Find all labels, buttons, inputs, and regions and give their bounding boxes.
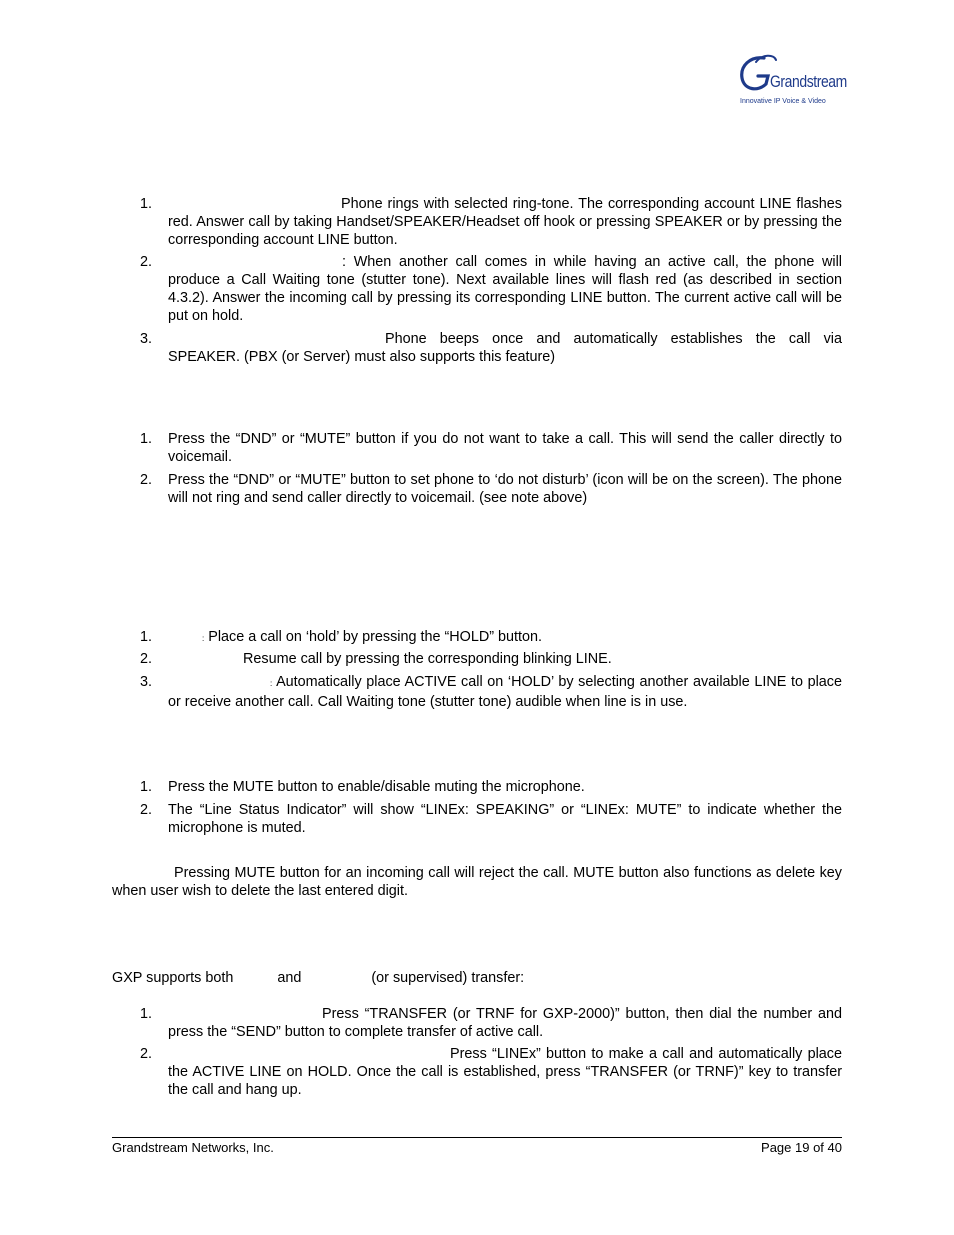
list-number: 2.	[140, 802, 153, 818]
list-number: 1.	[140, 629, 153, 645]
list-number: 1.	[140, 1006, 153, 1022]
footer-page-number: Page 19 of 40	[761, 1140, 842, 1155]
list-number: 1.	[140, 779, 153, 795]
list-number: 1.	[140, 431, 153, 447]
transfer-intro-c: (or supervised) transfer:	[371, 970, 525, 986]
mute-note: Pressing MUTE button for an incoming call will reject the call. MUTE button also functions as delete key when user wish to delete the last entered digit.	[112, 865, 842, 899]
item-colon: :	[202, 634, 205, 643]
list-item	[168, 253, 842, 325]
list-item	[168, 628, 842, 648]
transfer-intro-a: GXP supports both	[112, 970, 234, 986]
footer-divider	[112, 1137, 842, 1138]
list-item: Phone beeps once and automatically establishes the call via SPEAKER. (PBX (or Server) must also supports this feature)	[168, 331, 842, 365]
transfer-intro	[112, 969, 524, 987]
grandstream-logo	[736, 50, 847, 112]
list-item: The “Line Status Indicator” will show “LINEx: SPEAKING” or “LINEx: MUTE” to indicate whether the microphone is muted.	[168, 802, 842, 836]
list-item: Resume call by pressing the corresponding blinking LINE.	[243, 651, 612, 667]
footer-company: Grandstream Networks, Inc.	[112, 1140, 274, 1155]
list-number: 2.	[140, 1046, 153, 1062]
list-number: 3.	[140, 331, 153, 347]
list-item: Press the “DND” or “MUTE” button to set phone to ‘do not disturb’ (icon will be on the screen). The phone will not ring and send caller directly to voicemail. (see note above)	[168, 472, 842, 506]
list-item: Press “LINEx” button to make a call and automatically place the ACTIVE LINE on HOLD. Once the call is established, press “TRANSFER (or TRNF)” key to transfer the call and hang up.	[168, 1046, 842, 1098]
item-colon: :	[342, 254, 346, 270]
list-item	[168, 673, 842, 711]
item-colon: :	[270, 679, 273, 688]
transfer-intro-b: and	[277, 970, 302, 986]
list-item: Press the MUTE button to enable/disable muting the microphone.	[168, 779, 585, 795]
item-text: Automatically place ACTIVE call on ‘HOLD’ by selecting another available LINE to place or receive another call. Call Waiting tone (stutter tone) audible when line is in use.	[168, 674, 842, 710]
item-text: Place a call on ‘hold’ by pressing the “HOLD” button.	[208, 629, 543, 645]
list-item: Press the “DND” or “MUTE” button if you do not want to take a call. This will send the caller directly to voicemail.	[168, 431, 842, 465]
list-item: Phone rings with selected ring-tone. The corresponding account LINE flashes red. Answer call by taking Handset/SPEAKER/Headset off hook or pressing SPEAKER or by pressing the corresponding account LINE button.	[168, 196, 842, 248]
list-number: 2.	[140, 472, 153, 488]
list-number: 1.	[140, 196, 153, 212]
logo-tagline: Innovative IP Voice & Video	[740, 98, 826, 105]
item-text: When another call comes in while having an active call, the phone will produce a Call Waiting tone (stutter tone). Next available lines will flash red (as described in section 4.3.2). Answer the incoming call by pressing its corresponding LINE button. The current active call will be put on hold.	[168, 254, 843, 324]
list-number: 2.	[140, 651, 153, 667]
logo-wordmark: Grandstream	[770, 72, 847, 91]
list-item: Press “TRANSFER (or TRNF for GXP-2000)” button, then dial the number and press the “SEND” button to complete transfer of active call.	[168, 1006, 842, 1040]
list-number: 2.	[140, 254, 153, 270]
list-number: 3.	[140, 674, 153, 690]
